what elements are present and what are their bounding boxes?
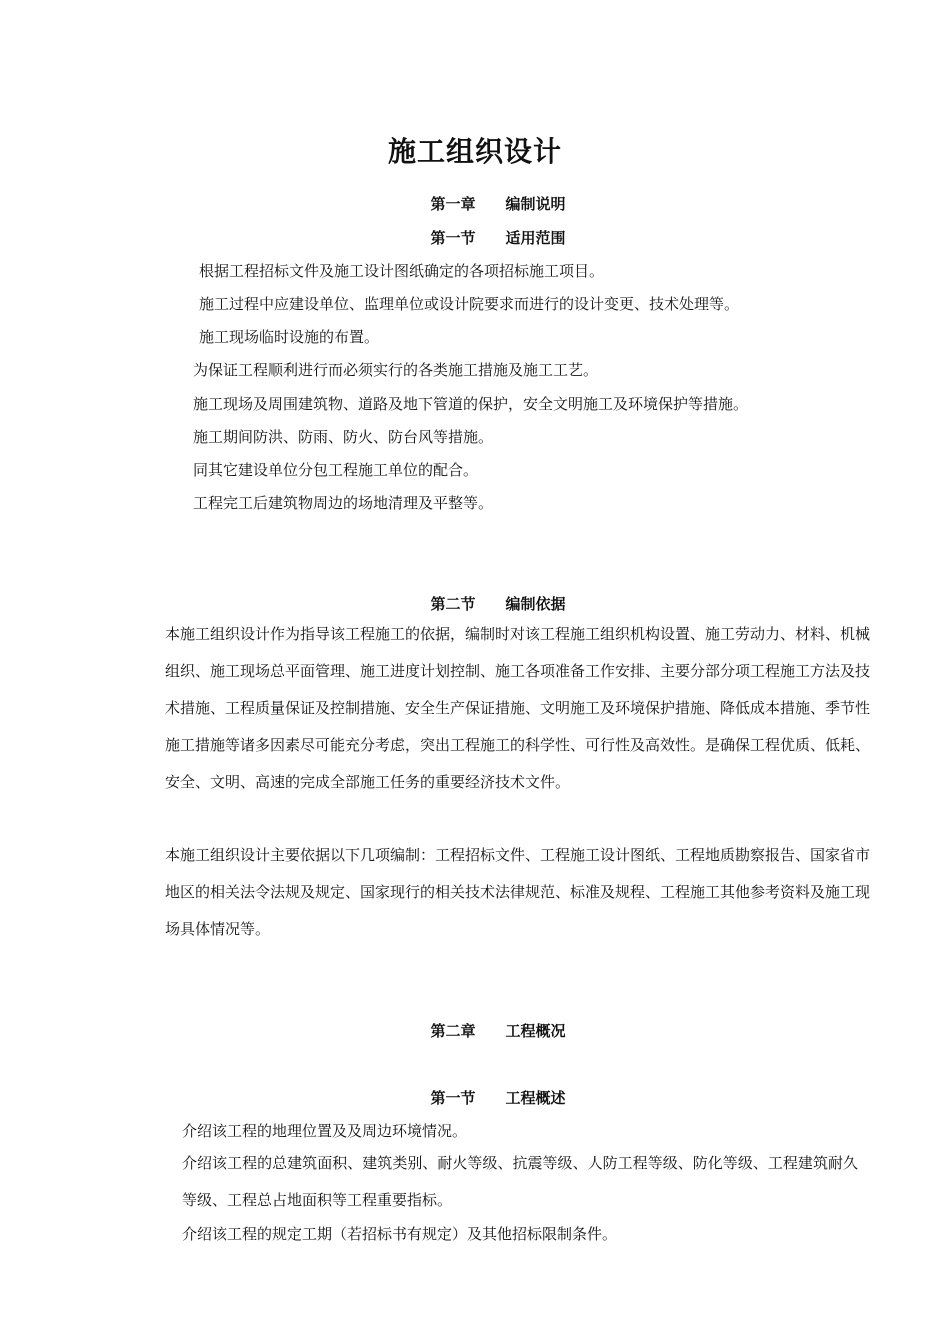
scope-item: 同其它建设单位分包工程施工单位的配合。 — [193, 461, 479, 479]
chapter-2-heading: 第二章 工程概况 — [430, 1022, 566, 1040]
scope-item: 施工过程中应建设单位、监理单位或设计院要求而进行的设计变更、技术处理等。 — [199, 295, 740, 313]
document-title: 施工组织设计 — [387, 135, 562, 168]
scope-item: 工程完工后建筑物周边的场地清理及平整等。 — [193, 494, 494, 512]
chapter-1-section-2-heading: 第二节 编制依据 — [430, 595, 566, 613]
chapter-1-heading: 第一章 编制说明 — [430, 195, 566, 213]
scope-item: 根据工程招标文件及施工设计图纸确定的各项招标施工项目。 — [199, 262, 605, 280]
overview-item: 介绍该工程的地理位置及及周边环境情况。 — [182, 1122, 468, 1140]
basis-paragraph: 本施工组织设计作为指导该工程施工的依据，编制时对该工程施工组织机构设置、施工劳动力、材料、机械组织、施工现场总平面管理、施工进度计划控制、施工各项准备工作安排、主要分部分项工程施工方法及技术措施、工程质量保证及控制措施、安全生产保证措施、文明施工及环境保护措施、降低成本措施、季节性施工措施等诸多因素尽可能充分考虑，突出工程施工的科学性、可行性及高效性。是确保工程优质、低耗、安全、文明、高速的完成全部施工任务的重要经济技术文件。 — [165, 625, 871, 791]
scope-item: 施工现场临时设施的布置。 — [199, 328, 380, 346]
scope-item: 为保证工程顺利进行而必须实行的各类施工措施及施工工艺。 — [193, 361, 599, 379]
overview-item: 介绍该工程的总建筑面积、建筑类别、耐火等级、抗震等级、人防工程等级、防化等级、工程建筑耐久等级、工程总占地面积等工程重要指标。 — [182, 1154, 858, 1209]
chapter-1-section-1-heading: 第一节 适用范围 — [430, 229, 566, 247]
overview-item: 介绍该工程的规定工期（若招标书有规定）及其他招标限制条件。 — [182, 1225, 618, 1243]
chapter-2-section-1-heading: 第一节 工程概述 — [430, 1089, 566, 1107]
basis-paragraph: 本施工组织设计主要依据以下几项编制：工程招标文件、工程施工设计图纸、工程地质勘察报告、国家省市地区的相关法令法规及规定、国家现行的相关技术法律规范、标准及规程、工程施工其他参考资料及施工现场具体情况等。 — [165, 846, 871, 938]
scope-item: 施工期间防洪、防雨、防火、防台风等措施。 — [193, 428, 494, 446]
scope-item: 施工现场及周围建筑物、道路及地下管道的保护，安全文明施工及环境保护等措施。 — [193, 395, 749, 413]
